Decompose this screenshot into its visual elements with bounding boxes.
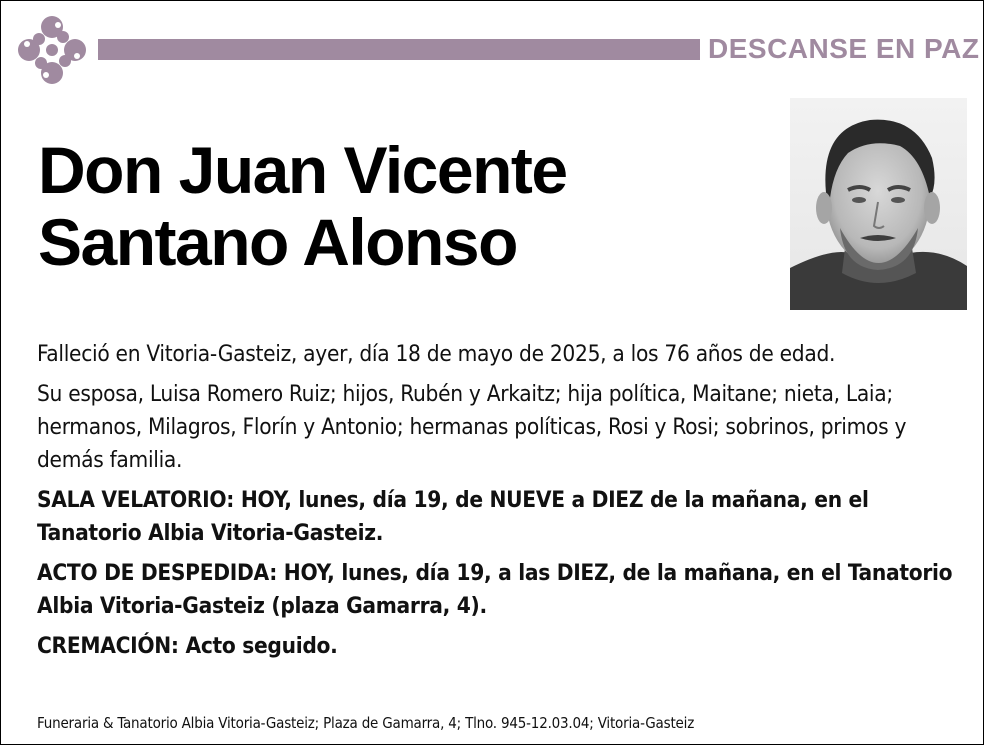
deceased-name — [38, 134, 567, 278]
name-line-1: Don Juan Vicente — [38, 133, 567, 207]
obituary-body — [37, 338, 967, 663]
header-title: DESCANSE EN PAZ — [708, 33, 980, 64]
wake-info: SALA VELATORIO: HOY, lunes, día 19, de NUEVE a DIEZ de la mañana, en el Tanatorio Albia Vitoria-Gasteiz. — [37, 487, 869, 546]
header-band — [98, 39, 700, 60]
death-notice: Falleció en Vitoria-Gasteiz, ayer, día 18 de mayo de 2025, a los 76 años de edad. — [37, 341, 836, 367]
funeral-home-footer: Funeraria & Tanatorio Albia Vitoria-Gasteiz; Plaza de Gamarra, 4; Tlno. 945-12.03.04; Vitoria-Gasteiz — [37, 714, 695, 732]
farewell-info: ACTO DE DESPEDIDA: HOY, lunes, día 19, a las DIEZ, de la mañana, en el Tanatorio Albia Vitoria-Gasteiz (plaza Gamarra, 4). — [37, 560, 953, 619]
lauburu-icon — [12, 10, 92, 90]
cremation-info: CREMACIÓN: Acto seguido. — [37, 633, 338, 659]
name-line-2: Santano Alonso — [38, 205, 517, 279]
portrait-photo — [790, 98, 967, 310]
family-list: Su esposa, Luisa Romero Ruiz; hijos, Rubén y Arkaitz; hija política, Maitane; nieta, Laia; hermanos, Milagros, Florín y Antonio; hermanas políticas, Rosi y Rosi; sobrinos, primos y demás familia. — [37, 381, 907, 473]
